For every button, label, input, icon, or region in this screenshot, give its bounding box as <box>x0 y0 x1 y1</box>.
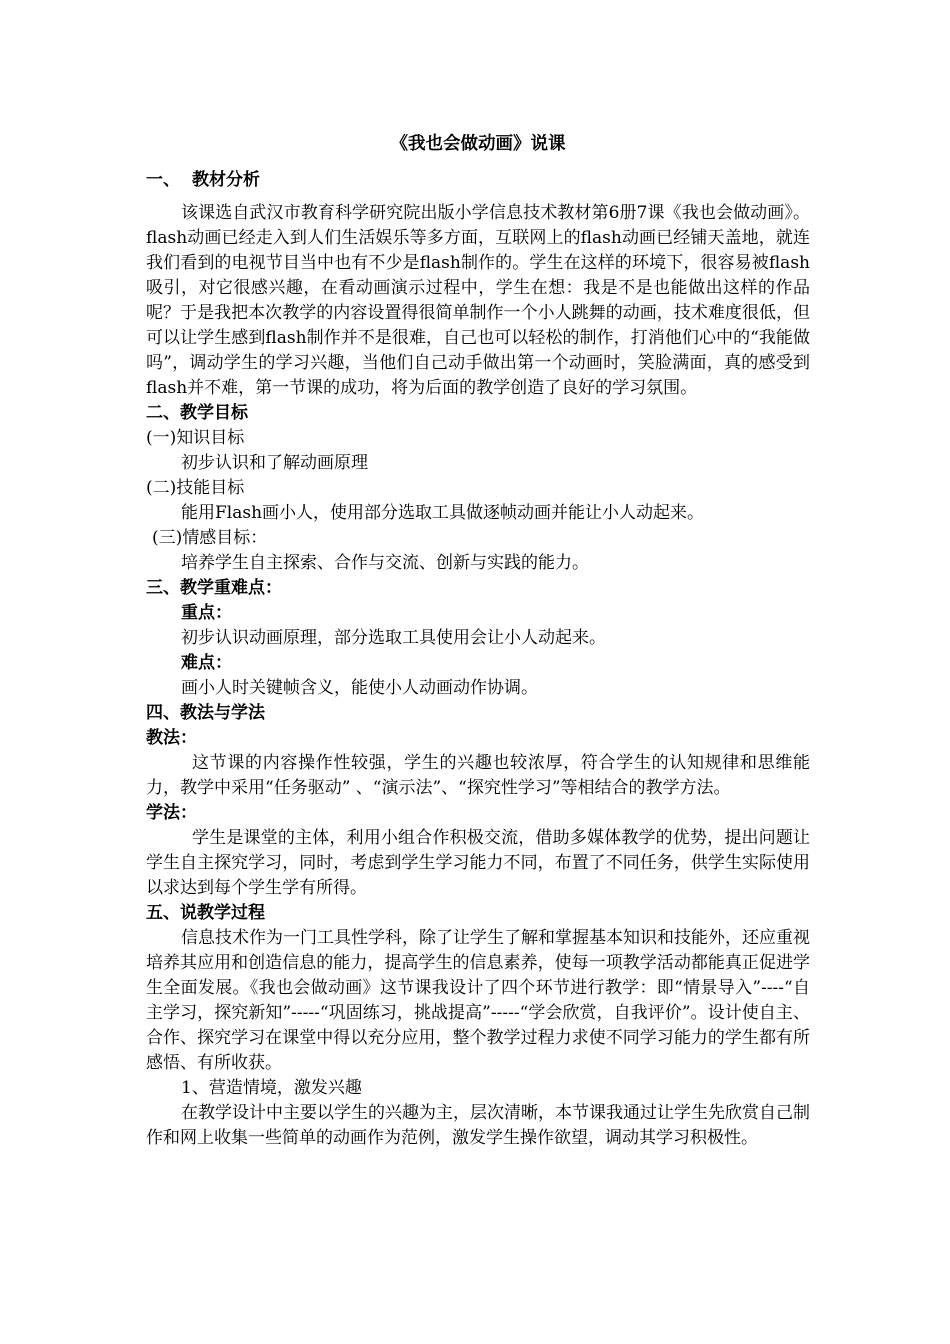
section-heading-process: 五、说教学过程 <box>146 903 265 923</box>
key-point-text: 初步认识动画原理，部分选取工具使用会让小人动起来。 <box>181 628 606 648</box>
section-heading-text: 教材分析 <box>192 170 260 190</box>
goal-skill-label: (二)技能目标 <box>146 478 245 498</box>
section-heading-material-analysis <box>146 168 810 193</box>
goal-emotion-label: (三)情感目标： <box>152 528 268 548</box>
section-heading-key-points: 三、教学重难点： <box>146 578 282 598</box>
section-heading-methods: 四、教法与学法 <box>146 703 265 723</box>
goal-knowledge-label: (一)知识目标 <box>146 428 245 448</box>
teaching-method-label: 教法： <box>146 728 197 748</box>
difficulty-text: 画小人时关键帧含义，能使小人动画动作协调。 <box>181 678 538 698</box>
section-heading-teaching-goals: 二、教学目标 <box>146 403 248 423</box>
process-step1-label: 1、营造情境，激发兴趣 <box>181 1078 362 1098</box>
teaching-method-text: 这节课的内容操作性较强，学生的兴趣也较浓厚，符合学生的认知规律和思维能力，教学中采用“任务驱动” 、“演示法”、“探究性学习”等相结合的教学方法。 <box>146 753 810 798</box>
key-point-label: 重点： <box>181 603 232 623</box>
learning-method-label: 学法： <box>146 803 197 823</box>
section-number: 一、 <box>146 170 180 190</box>
goal-knowledge-text: 初步认识和了解动画原理 <box>181 453 368 473</box>
learning-method-text: 学生是课堂的主体，利用小组合作积极交流，借助多媒体教学的优势，提出问题让学生自主探究学习，同时，考虑到学生学习能力不同，布置了不同任务，供学生实际使用以求达到每个学生学有所得。 <box>146 828 810 898</box>
goal-emotion-text: 培养学生自主探索、合作与交流、创新与实践的能力。 <box>181 553 589 573</box>
goal-skill-text: 能用Flash画小人，使用部分选取工具做逐帧动画并能让小人动起来。 <box>181 503 705 523</box>
difficulty-label: 难点： <box>181 653 232 673</box>
process-step1-text: 在教学设计中主要以学生的兴趣为主，层次清晰，本节课我通过让学生先欣赏自己制作和网上收集一些简单的动画作为范例，激发学生操作欲望，调动其学习积极性。 <box>146 1103 810 1148</box>
document-title: 《我也会做动画》说课 <box>390 134 566 154</box>
material-analysis-paragraph: 该课选自武汉市教育科学研究院出版小学信息技术教材第6册7课《我也会做动画》。flash动画已经走入到人们生活娱乐等多方面，互联网上的flash动画已经铺天盖地，就连我们看到的电视节目当中也有不少是flash制作的。学生在这样的环境下，很容易被flash吸引，对它很感兴趣，在看动画演示过程中，学生在想：我是不是也能做出这样的作品呢？于是我把本次教学的内容设置得很简单制作一个小人跳舞的动画，技术难度很低，但可以让学生感到flash制作并不是很难，自己也可以轻松的制作，打消他们心中的“我能做吗”，调动学生的学习兴趣，当他们自己动手做出第一个动画时，笑脸满面，真的感受到flash并不难，第一节课的成功，将为后面的教学创造了良好的学习氛围。 <box>146 203 810 398</box>
process-paragraph: 信息技术作为一门工具性学科，除了让学生了解和掌握基本知识和技能外，还应重视培养其应用和创造信息的能力，提高学生的信息素养，使每一项教学活动都能真正促进学生全面发展。《我也会做动画》这节课我设计了四个环节进行教学：即“情景导入”----“自主学习，探究新知”-----“巩固练习，挑战提高”-----“学会欣赏，自我评价”。设计使自主、合作、探究学习在课堂中得以充分应用，整个教学过程力求使不同学习能力的学生都有所感悟、有所收获。 <box>146 928 810 1073</box>
